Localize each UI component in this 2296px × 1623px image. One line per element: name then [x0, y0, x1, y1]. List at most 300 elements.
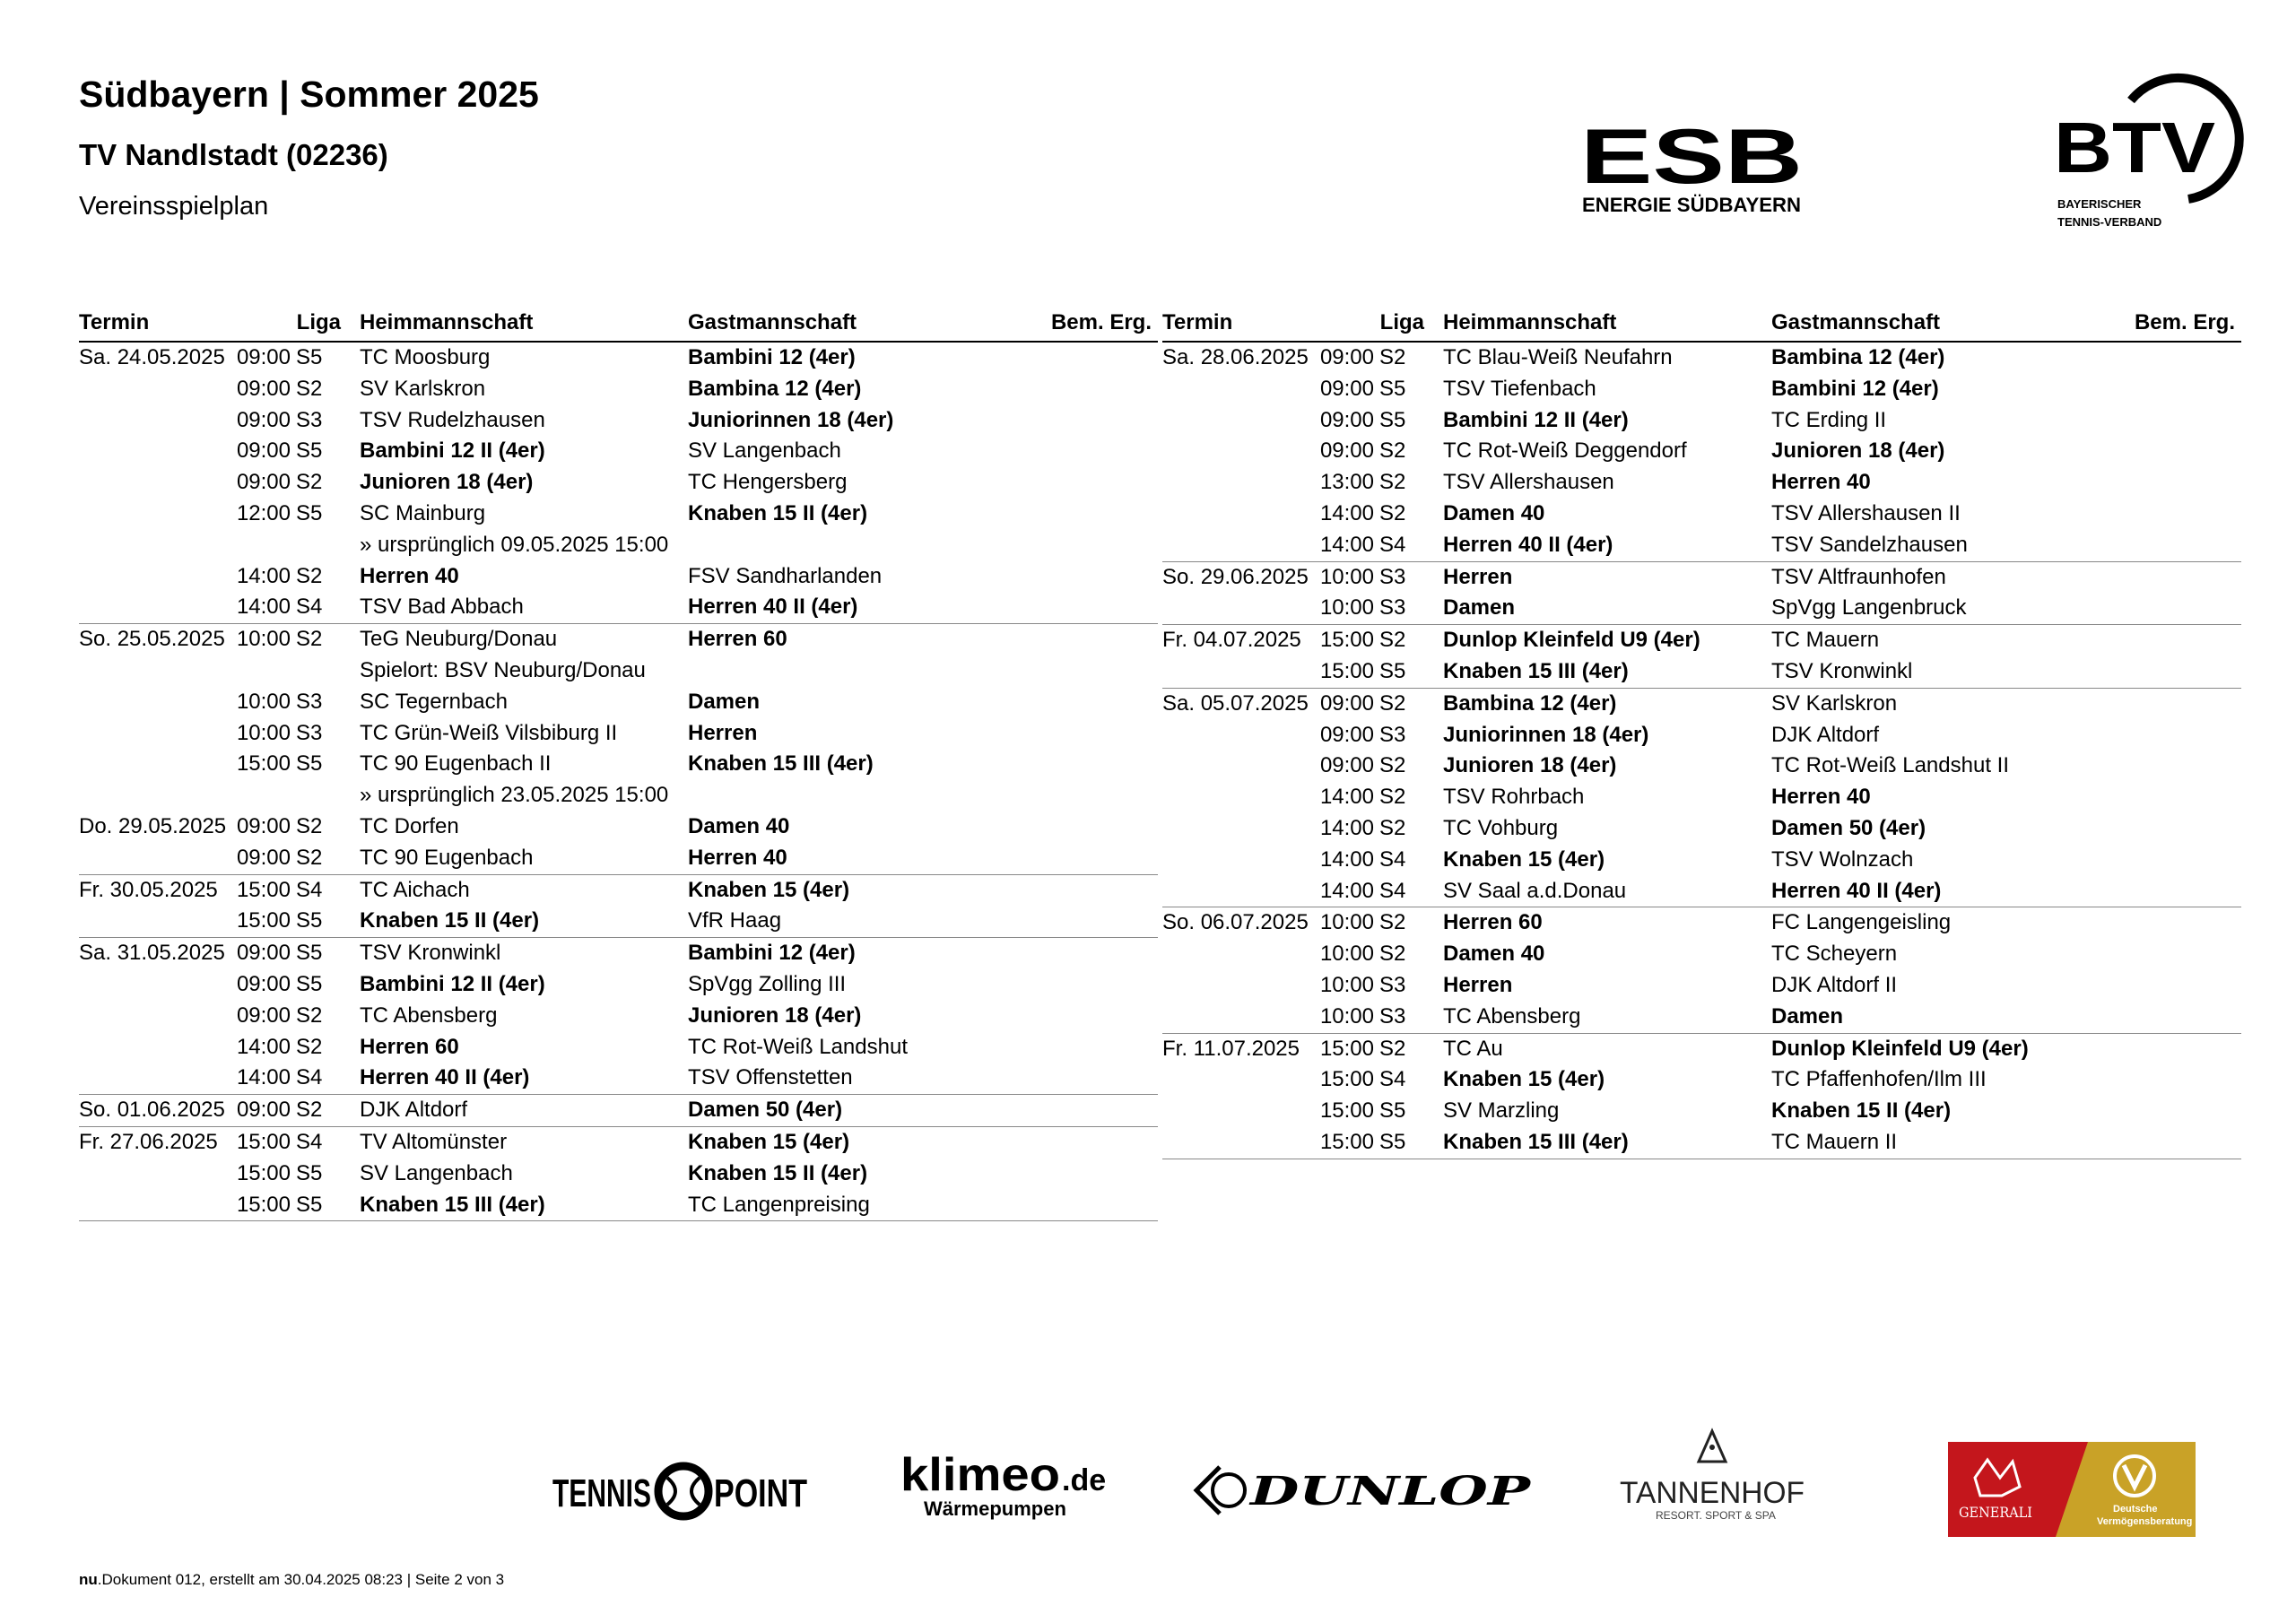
table-row [79, 1032, 1158, 1063]
schedule-left-column [79, 307, 1158, 1221]
page-title: Südbayern | Sommer 2025 [79, 74, 539, 115]
guest-team: SV Karlskron [1771, 690, 1898, 716]
schedule-right-column [1162, 307, 2241, 1159]
home-team: Herren 60 [1443, 910, 1543, 935]
table-row [1162, 689, 2241, 720]
match-time: 14:00 [236, 1034, 291, 1059]
match-liga: S5 [296, 908, 323, 933]
home-team: TC Vohburg [1443, 815, 1559, 840]
table-row [1162, 343, 2241, 374]
home-team: SV Marzling [1443, 1098, 1560, 1124]
table-row [1162, 625, 2241, 656]
table-row [79, 343, 1158, 374]
guest-team: Herren 40 [688, 845, 787, 870]
header-bem-erg: Bem. Erg. [2134, 310, 2235, 334]
table-row [1162, 593, 2241, 624]
guest-team: SpVgg Zolling III [688, 971, 847, 996]
match-time: 09:00 [1319, 722, 1374, 747]
guest-team: TC Mauern II [1771, 1129, 1898, 1154]
home-team: TC Dorfen [360, 813, 459, 838]
home-team: TC Abensberg [360, 1002, 498, 1028]
header-heimmannschaft: Heimmannschaft [1443, 310, 1617, 334]
home-team: Junioren 18 (4er) [360, 470, 534, 495]
home-team: Bambini 12 II (4er) [1443, 407, 1629, 432]
match-date: Sa. 28.06.2025 [1162, 345, 1309, 369]
match-liga: S5 [296, 941, 323, 966]
tennis-point-text-a: TENNIS [552, 1471, 651, 1515]
match-time: 14:00 [1319, 532, 1374, 557]
match-time: 14:00 [1319, 878, 1374, 903]
guest-team: Herren 40 [1771, 470, 1871, 495]
match-liga: S2 [296, 1034, 323, 1059]
guest-team: Junioren 18 (4er) [688, 1002, 862, 1028]
home-team: Herren [1443, 564, 1513, 589]
match-time: 09:00 [236, 438, 291, 464]
home-team: Damen 40 [1443, 500, 1545, 525]
btv-logo-subline-2: TENNIS-VERBAND [2057, 215, 2162, 229]
home-team: Damen [1443, 595, 1516, 621]
home-team: Knaben 15 (4er) [1443, 846, 1605, 872]
match-time: 10:00 [236, 627, 291, 652]
match-liga: S5 [1379, 658, 1406, 683]
match-time: 09:00 [236, 407, 291, 432]
guest-team: Bambina 12 (4er) [688, 376, 862, 401]
match-time: 09:00 [236, 845, 291, 870]
esb-logo-wordmark: ESB [1580, 114, 1803, 200]
home-team: Herren 40 [360, 563, 459, 588]
table-row [79, 875, 1158, 907]
match-time: 15:00 [1319, 658, 1374, 683]
klimeo-wordmark: klimeo [900, 1449, 1060, 1501]
table-row [79, 969, 1158, 1001]
match-time: 15:00 [236, 751, 291, 777]
guest-team: Knaben 15 III (4er) [688, 751, 874, 777]
match-time: 14:00 [1319, 500, 1374, 525]
guest-team: Herren 60 [688, 627, 787, 652]
tennis-ball-icon [658, 1466, 709, 1516]
match-liga: S5 [1379, 407, 1406, 432]
match-time: 09:00 [1319, 345, 1374, 369]
match-time: 09:00 [1319, 438, 1374, 464]
esb-logo-subline: ENERGIE SÜDBAYERN [1582, 194, 1801, 216]
home-team: Knaben 15 III (4er) [1443, 658, 1629, 683]
table-row [1162, 845, 2241, 876]
home-team: Herren 60 [360, 1034, 459, 1059]
table-row [1162, 467, 2241, 499]
match-date: Sa. 31.05.2025 [79, 941, 225, 966]
btv-logo-wordmark: BTV [2054, 108, 2215, 187]
match-time: 10:00 [1319, 910, 1374, 935]
home-team: Dunlop Kleinfeld U9 (4er) [1443, 628, 1700, 653]
tennis-point-logo [552, 1460, 809, 1523]
match-time: 09:00 [236, 941, 291, 966]
dunlop-logo [1193, 1463, 1534, 1517]
guest-team: DJK Altdorf II [1771, 972, 1898, 997]
guest-team: FSV Sandharlanden [688, 563, 883, 588]
header-heimmannschaft: Heimmannschaft [360, 310, 534, 334]
match-liga: S5 [296, 438, 323, 464]
table-row [79, 1159, 1158, 1190]
guest-team: Damen 50 (4er) [688, 1098, 843, 1123]
header-liga: Liga [1379, 310, 1424, 334]
match-liga: S3 [1379, 595, 1406, 621]
date-group [79, 1095, 1158, 1127]
home-team: TC 90 Eugenbach [360, 845, 534, 870]
home-team: TSV Kronwinkl [360, 941, 501, 966]
match-liga: S2 [1379, 910, 1406, 935]
match-time: 14:00 [1319, 785, 1374, 810]
dvag-text-b: Vermögensberatung [2097, 1516, 2193, 1527]
table-row [79, 499, 1158, 530]
guest-team: TC Rot-Weiß Landshut [688, 1034, 908, 1059]
match-liga: S3 [296, 407, 323, 432]
match-time: 10:00 [1319, 972, 1374, 997]
table-row [1162, 939, 2241, 970]
table-row [79, 812, 1158, 843]
match-time: 10:00 [1319, 942, 1374, 967]
dunlop-wordmark: DUNLOP [1248, 1469, 1533, 1515]
guest-team: Knaben 15 (4er) [688, 1129, 850, 1154]
table-row [1162, 907, 2241, 939]
home-team: TSV Rudelzhausen [360, 407, 545, 432]
guest-team: TSV Allershausen II [1771, 500, 1961, 525]
match-time: 09:00 [1319, 407, 1374, 432]
match-liga: S4 [296, 1129, 323, 1154]
date-group [1162, 907, 2241, 1033]
guest-team: Herren 40 II (4er) [1771, 878, 1942, 903]
match-date: Do. 29.05.2025 [79, 813, 227, 838]
guest-team: TC Hengersberg [688, 470, 848, 495]
home-team: TSV Tiefenbach [1443, 376, 1596, 401]
table-row [1162, 1034, 2241, 1065]
guest-team: TC Rot-Weiß Landshut II [1771, 753, 2009, 778]
table-row [79, 1127, 1158, 1159]
match-liga: S5 [296, 751, 323, 777]
home-team: Bambini 12 II (4er) [360, 971, 545, 996]
note-row [79, 530, 1158, 561]
guest-team: Bambini 12 (4er) [1771, 376, 1939, 401]
match-liga: S4 [1379, 532, 1406, 557]
match-date: Fr. 11.07.2025 [1162, 1036, 1300, 1061]
table-row [1162, 436, 2241, 467]
match-liga: S2 [296, 1002, 323, 1028]
home-team: TV Altomünster [360, 1129, 508, 1154]
home-team: TSV Bad Abbach [360, 595, 524, 620]
home-team: TeG Neuburg/Donau [360, 627, 558, 652]
home-team: Herren 40 II (4er) [1443, 532, 1613, 557]
home-team: DJK Altdorf [360, 1098, 468, 1123]
header-bem-erg: Bem. Erg. [1050, 310, 1152, 334]
home-team: Knaben 15 II (4er) [360, 908, 540, 933]
table-row [79, 405, 1158, 437]
match-date: Sa. 05.07.2025 [1162, 690, 1309, 716]
home-team: Bambina 12 (4er) [1443, 690, 1617, 716]
document-subtitle: Vereinsspielplan [79, 192, 269, 221]
footer-brand: nu [79, 1571, 98, 1588]
guest-team: Herren [688, 720, 758, 745]
match-time: 14:00 [236, 595, 291, 620]
match-time: 14:00 [1319, 846, 1374, 872]
table-row [1162, 970, 2241, 1002]
home-team: TC Au [1443, 1036, 1503, 1061]
match-liga: S2 [296, 470, 323, 495]
match-liga: S3 [1379, 1003, 1406, 1028]
match-liga: S3 [1379, 722, 1406, 747]
date-group [1162, 1034, 2241, 1159]
home-team: TC Blau-Weiß Neufahrn [1443, 345, 1673, 369]
match-liga: S2 [1379, 815, 1406, 840]
home-team: Herren 40 II (4er) [360, 1065, 530, 1090]
date-group [1162, 562, 2241, 626]
guest-team: Knaben 15 (4er) [688, 877, 850, 902]
match-liga: S2 [1379, 345, 1406, 369]
match-time: 10:00 [1319, 564, 1374, 589]
home-team: SC Tegernbach [360, 689, 508, 714]
table-row [79, 938, 1158, 969]
home-team: Herren [1443, 972, 1513, 997]
page-footer [79, 1571, 504, 1589]
date-group [79, 938, 1158, 1095]
schedule-body-left [79, 343, 1158, 1221]
match-liga: S5 [296, 345, 323, 369]
table-row [1162, 813, 2241, 845]
schedule-body-right [1162, 343, 2241, 1159]
guest-team: TC Pfaffenhofen/Ilm III [1771, 1067, 1987, 1092]
match-time: 09:00 [236, 1098, 291, 1123]
dunlop-flying-d-icon [1196, 1467, 1220, 1514]
home-team: SV Karlskron [360, 376, 486, 401]
guest-team: SV Langenbach [688, 438, 841, 464]
match-date: Fr. 04.07.2025 [1162, 628, 1301, 653]
esb-logo [1580, 114, 1805, 217]
tannenhof-logo [1620, 1426, 1805, 1524]
table-row [79, 718, 1158, 750]
match-time: 09:00 [236, 1002, 291, 1028]
header-gastmannschaft: Gastmannschaft [1771, 310, 1941, 334]
dvag-text-a: Deutsche [2113, 1504, 2158, 1515]
guest-team: TSV Kronwinkl [1771, 658, 1913, 683]
match-time: 10:00 [1319, 595, 1374, 621]
match-liga: S2 [1379, 785, 1406, 810]
table-row [79, 749, 1158, 780]
match-liga: S5 [296, 1160, 323, 1185]
match-time: 09:00 [236, 345, 291, 369]
table-row [1162, 720, 2241, 751]
match-liga: S4 [296, 1065, 323, 1090]
klimeo-tld: .de [1062, 1463, 1107, 1497]
header-gastmannschaft: Gastmannschaft [688, 310, 857, 334]
guest-team: Bambini 12 (4er) [688, 345, 856, 369]
header-liga: Liga [296, 310, 341, 334]
home-team: SV Saal a.d.Donau [1443, 878, 1627, 903]
table-row [1162, 656, 2241, 688]
table-row [79, 1190, 1158, 1221]
home-team: TC Grün-Weiß Vilsbiburg II [360, 720, 618, 745]
tannenhof-wordmark: TANNENHOF [1620, 1476, 1805, 1510]
match-liga: S2 [1379, 470, 1406, 495]
home-team: Bambini 12 II (4er) [360, 438, 545, 464]
date-group [1162, 343, 2241, 562]
table-row [1162, 1096, 2241, 1127]
table-row [79, 374, 1158, 405]
guest-team: VfR Haag [688, 908, 782, 933]
match-liga: S2 [1379, 628, 1406, 653]
match-time: 14:00 [1319, 815, 1374, 840]
home-team: SC Mainburg [360, 500, 486, 525]
guest-team: Junioren 18 (4er) [1771, 438, 1945, 464]
home-team: TC Aichach [360, 877, 470, 902]
table-row [1162, 562, 2241, 594]
home-team: TSV Rohrbach [1443, 785, 1585, 810]
match-liga: S3 [1379, 564, 1406, 589]
match-date: So. 25.05.2025 [79, 627, 225, 652]
match-time: 15:00 [236, 877, 291, 902]
table-row [1162, 876, 2241, 907]
home-team: Knaben 15 III (4er) [360, 1192, 545, 1217]
match-liga: S2 [1379, 438, 1406, 464]
guest-team: TC Erding II [1771, 407, 1887, 432]
match-liga: S4 [1379, 878, 1406, 903]
table-row [1162, 499, 2241, 530]
sponsor-bar [0, 1426, 2296, 1542]
generali-dvag-logo [1948, 1442, 2196, 1537]
guest-team: Dunlop Kleinfeld U9 (4er) [1771, 1036, 2029, 1061]
home-team: Knaben 15 (4er) [1443, 1067, 1605, 1092]
match-time: 14:00 [236, 563, 291, 588]
date-group [79, 343, 1158, 624]
table-row [1162, 405, 2241, 437]
guest-team: FC Langengeisling [1771, 910, 1952, 935]
match-liga: S3 [296, 689, 323, 714]
guest-team: Damen [688, 689, 761, 714]
guest-team: Damen 50 (4er) [1771, 815, 1926, 840]
match-liga: S4 [296, 877, 323, 902]
footer-text: .Dokument 012, erstellt am 30.04.2025 08:23 | Seite 2 von 3 [97, 1571, 505, 1588]
guest-team: Knaben 15 II (4er) [1771, 1098, 1952, 1124]
match-date: So. 29.06.2025 [1162, 564, 1309, 589]
match-time: 12:00 [236, 500, 291, 525]
match-liga: S2 [296, 627, 323, 652]
home-team: TC 90 Eugenbach II [360, 751, 552, 777]
table-row [79, 436, 1158, 467]
match-note: » ursprünglich 09.05.2025 15:00 [360, 532, 669, 557]
match-date: So. 01.06.2025 [79, 1098, 225, 1123]
match-time: 15:00 [236, 1160, 291, 1185]
match-liga: S2 [296, 845, 323, 870]
match-note: Spielort: BSV Neuburg/Donau [360, 657, 646, 682]
match-liga: S2 [1379, 753, 1406, 778]
table-row [79, 561, 1158, 593]
date-group [79, 875, 1158, 939]
guest-team: Bambini 12 (4er) [688, 941, 856, 966]
match-time: 15:00 [236, 1129, 291, 1154]
match-time: 15:00 [236, 1192, 291, 1217]
match-time: 09:00 [1319, 753, 1374, 778]
date-group [1162, 689, 2241, 908]
guest-team: Knaben 15 II (4er) [688, 500, 868, 525]
tannenhof-subline: RESORT. SPORT & SPA [1656, 1509, 1776, 1522]
note-row [79, 780, 1158, 812]
table-row [1162, 751, 2241, 782]
club-name: TV Nandlstadt (02236) [79, 138, 388, 171]
match-date: Fr. 27.06.2025 [79, 1129, 218, 1154]
table-row [79, 624, 1158, 655]
guest-team: DJK Altdorf [1771, 722, 1880, 747]
match-liga: S3 [296, 720, 323, 745]
match-liga: S2 [1379, 690, 1406, 716]
match-time: 14:00 [236, 1065, 291, 1090]
home-team: Damen 40 [1443, 942, 1545, 967]
table-row [79, 906, 1158, 937]
home-team: TC Moosburg [360, 345, 491, 369]
match-liga: S3 [1379, 972, 1406, 997]
guest-team: TSV Wolnzach [1771, 846, 1914, 872]
date-group [79, 624, 1158, 812]
table-row [1162, 374, 2241, 405]
table-header [79, 307, 1158, 343]
match-liga: S4 [296, 595, 323, 620]
table-row [79, 687, 1158, 718]
match-liga: S2 [296, 563, 323, 588]
table-row [79, 1063, 1158, 1094]
guest-team: TSV Offenstetten [688, 1065, 853, 1090]
match-liga: S4 [1379, 1067, 1406, 1092]
klimeo-logo [900, 1449, 1110, 1521]
match-note: » ursprünglich 23.05.2025 15:00 [360, 783, 669, 808]
match-liga: S5 [296, 971, 323, 996]
match-time: 09:00 [236, 971, 291, 996]
match-time: 15:00 [1319, 1129, 1374, 1154]
match-liga: S5 [296, 500, 323, 525]
home-team: Junioren 18 (4er) [1443, 753, 1617, 778]
home-team: TC Rot-Weiß Deggendorf [1443, 438, 1687, 464]
guest-team: TC Mauern [1771, 628, 1880, 653]
table-row [1162, 1127, 2241, 1159]
table-row [79, 1095, 1158, 1126]
match-time: 15:00 [1319, 628, 1374, 653]
table-row [79, 843, 1158, 874]
match-liga: S2 [1379, 942, 1406, 967]
match-date: Fr. 30.05.2025 [79, 877, 218, 902]
guest-team: Knaben 15 II (4er) [688, 1160, 868, 1185]
guest-team: TSV Altfraunhofen [1771, 564, 1946, 589]
match-time: 10:00 [1319, 1003, 1374, 1028]
match-time: 09:00 [236, 470, 291, 495]
header-termin: Termin [1162, 310, 1233, 334]
match-time: 09:00 [236, 376, 291, 401]
match-liga: S2 [1379, 1036, 1406, 1061]
home-team: TSV Allershausen [1443, 470, 1614, 495]
guest-team: SpVgg Langenbruck [1771, 595, 1967, 621]
match-date: So. 06.07.2025 [1162, 910, 1309, 935]
tennis-point-text-b: POINT [714, 1471, 808, 1515]
table-row [79, 1001, 1158, 1032]
table-row [1162, 782, 2241, 813]
header-termin: Termin [79, 310, 150, 334]
match-time: 15:00 [1319, 1067, 1374, 1092]
date-group [79, 1127, 1158, 1221]
match-date: Sa. 24.05.2025 [79, 345, 225, 369]
guest-team: Herren 40 II (4er) [688, 595, 858, 620]
match-liga: S2 [1379, 500, 1406, 525]
match-liga: S5 [1379, 1098, 1406, 1124]
match-liga: S5 [1379, 1129, 1406, 1154]
match-time: 09:00 [1319, 376, 1374, 401]
home-team: SV Langenbach [360, 1160, 513, 1185]
table-row [79, 592, 1158, 623]
match-liga: S2 [296, 813, 323, 838]
btv-logo [2054, 82, 2260, 235]
